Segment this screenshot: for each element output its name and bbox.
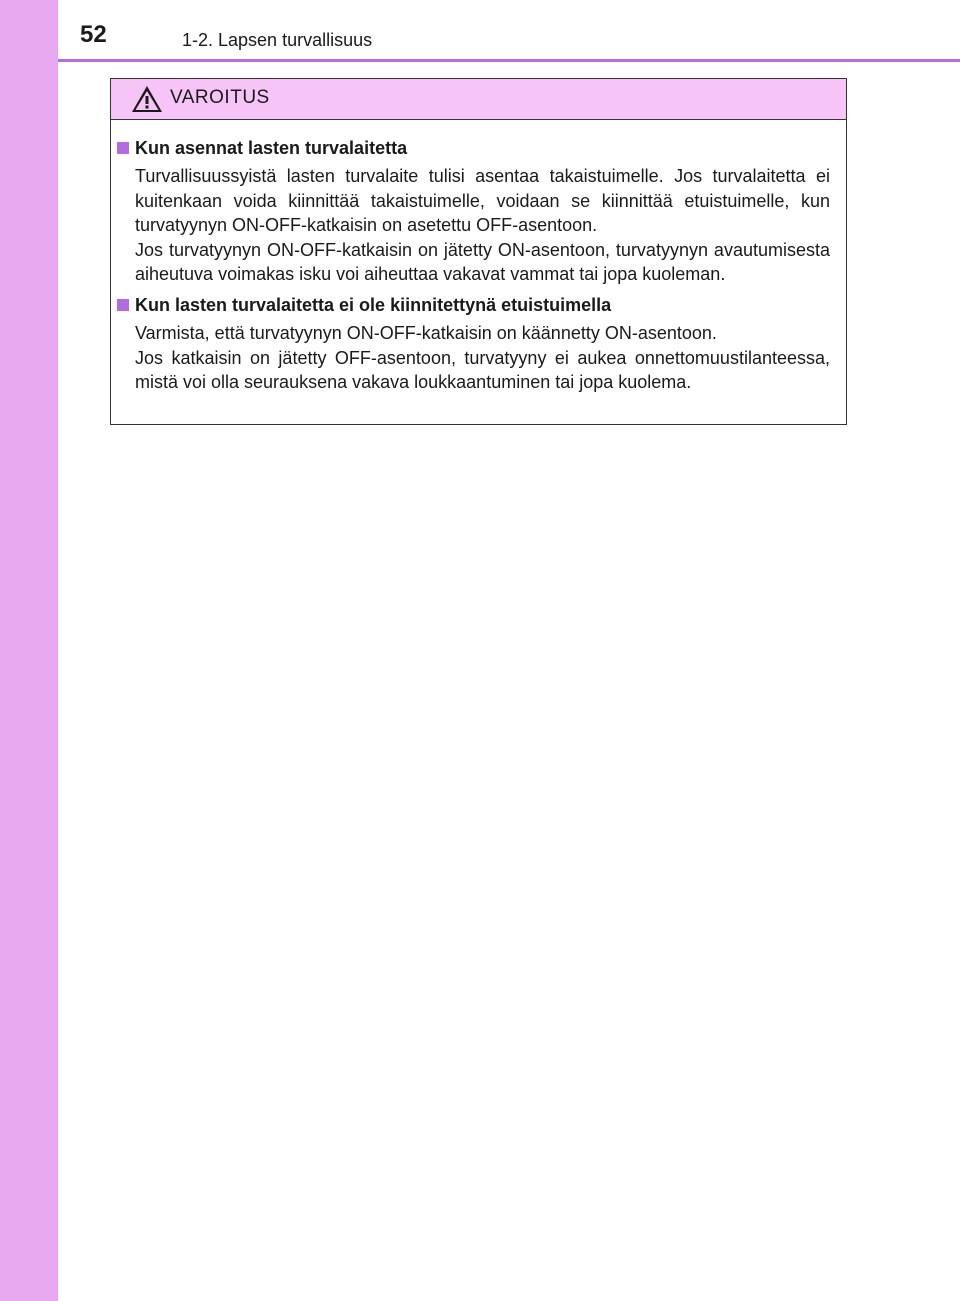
warning-triangle-icon — [131, 85, 163, 113]
header-divider — [58, 59, 960, 62]
warning-title: VAROITUS — [170, 87, 270, 108]
warning-item — [117, 136, 830, 287]
warning-body — [111, 120, 846, 424]
item-heading: Kun asennat lasten turvalaitetta — [135, 138, 408, 158]
item-paragraph: Varmista, että turvatyynyn ON-OFF-katkaisin on käännetty ON-asentoon. — [135, 322, 717, 343]
item-paragraph: Turvallisuussyistä lasten turvalaite tulisi asentaa takaistuimelle. Jos turvalaitetta ei kuitenkaan voida kiinnittää takaistuimelle, voidaan se kiinnittää etuistuimelle, kun turvatyynyn ON-OFF-katkaisin on asetettu OFF-asentoon. — [135, 166, 830, 236]
warning-item — [117, 293, 830, 395]
side-tab-strip — [0, 0, 58, 1301]
item-paragraph: Jos turvatyynyn ON-OFF-katkaisin on jätetty ON-asentoon, turvatyynyn avautumisesta aiheutuva voimakas isku voi aiheuttaa vakavat vammat tai jopa kuoleman. — [135, 239, 830, 285]
page-number: 52 — [80, 21, 107, 48]
section-title: 1-2. Lapsen turvallisuus — [182, 30, 373, 50]
square-bullet-icon — [117, 299, 129, 311]
item-paragraph: Jos katkaisin on jätetty OFF-asentoon, turvatyyny ei aukea onnettomuustilanteessa, mistä voi olla seurauksena vakava loukkaantuminen tai jopa kuolema. — [135, 347, 830, 393]
item-heading: Kun lasten turvalaitetta ei ole kiinnitettynä etuistuimella — [135, 294, 612, 315]
warning-header — [111, 79, 846, 120]
square-bullet-icon — [117, 142, 129, 154]
warning-box — [110, 78, 847, 425]
